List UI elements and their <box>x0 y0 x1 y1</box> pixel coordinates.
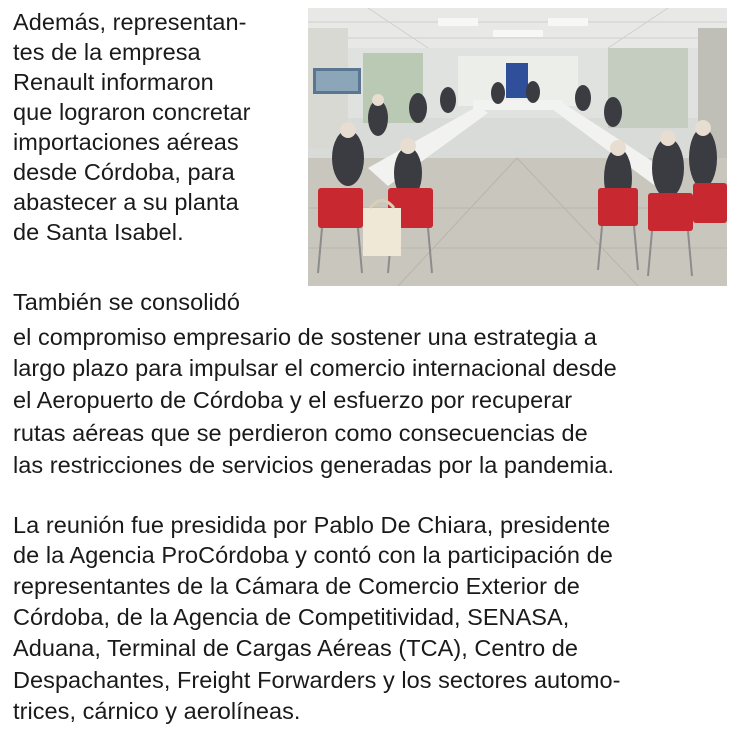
text-line: desde Córdoba, para <box>13 159 235 185</box>
text-line: rutas aéreas que se perdieron como consecuencias de <box>13 420 588 446</box>
text-line: Despachantes, Freight Forwarders y los sectores automo- <box>13 667 621 693</box>
meeting-photo <box>308 8 727 286</box>
text-line: abastecer a su planta <box>13 189 239 215</box>
text-line: el Aeropuerto de Córdoba y el esfuerzo por recuperar <box>13 387 573 413</box>
text-line: las restricciones de servicios generadas por la pandemia. <box>13 452 615 478</box>
text-line: Córdoba, de la Agencia de Competitividad, SENASA, <box>13 604 570 630</box>
text-line: de la Agencia ProCórdoba y contó con la participación de <box>13 542 613 568</box>
text-line: La reunión fue presidida por Pablo De Chiara, presidente <box>13 512 611 538</box>
text-line: que lograron concretar <box>13 99 251 125</box>
text-line: el compromiso empresario de sostener una estrategia a <box>13 324 597 350</box>
text-line: Además, representan- <box>13 9 247 35</box>
text-line: de Santa Isabel. <box>13 219 184 245</box>
text-line: trices, cárnico y aerolíneas. <box>13 698 301 724</box>
text-line: largo plazo para impulsar el comercio internacional desde <box>13 355 617 381</box>
text-line: importaciones aéreas <box>13 129 239 155</box>
text-line: Renault informaron <box>13 69 214 95</box>
text-line: tes de la empresa <box>13 39 201 65</box>
text-line: representantes de la Cámara de Comercio Exterior de <box>13 573 580 599</box>
text-line: También se consolidó <box>13 289 240 315</box>
text-line: Aduana, Terminal de Cargas Aéreas (TCA), Centro de <box>13 635 579 661</box>
